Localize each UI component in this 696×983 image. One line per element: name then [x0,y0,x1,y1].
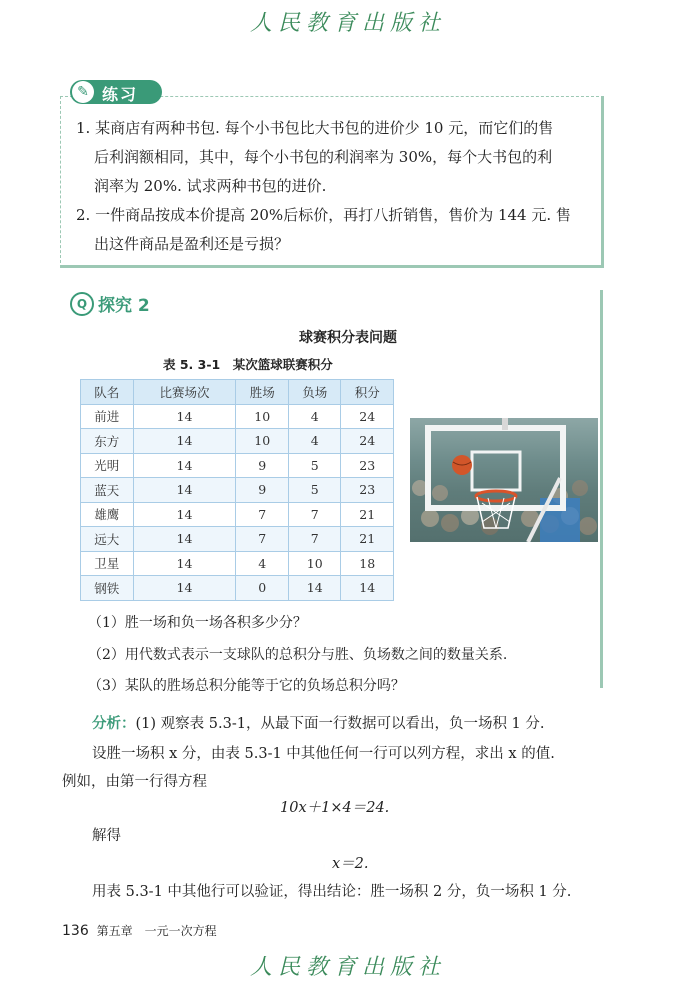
question-1: （1）胜一场和负一场各积多少分？ [88,615,307,631]
table-header: 比赛场次 [133,380,236,405]
basketball-photo [410,418,598,542]
table-cell: 蓝天 [81,478,134,503]
table-cell: 10 [288,551,341,576]
analysis-line-4: 用表 5.3-1 中其他行可以验证，得出结论：胜一场积 2 分，负一场积 1 分. [92,884,572,900]
table-cell: 钢铁 [81,576,134,601]
table-cell: 21 [341,502,394,527]
table-header: 负场 [288,380,341,405]
table-cell: 0 [236,576,289,601]
table-cell: 7 [288,527,341,552]
table-caption: 表 5. 3-1 某次篮球联赛积分 [163,357,333,372]
page-footer [62,922,217,939]
analysis-label: 分析： [92,716,136,732]
table-cell: 雄鹰 [81,502,134,527]
table-cell: 14 [133,502,236,527]
table-cell: 14 [133,453,236,478]
table-cell: 4 [288,429,341,454]
table-cell: 5 [288,478,341,503]
table-row [81,576,394,601]
basketball-hoop-illustration [410,418,598,542]
magnifier-icon: Q [70,292,94,316]
analysis-line-1 [92,712,545,733]
publisher-logo-top: 人民教育出版社 [249,11,446,36]
analysis-line-3: 例如，由第一行得方程 [62,774,207,790]
table-cell: 14 [133,551,236,576]
explore-side-bar [600,290,603,688]
table-cell: 4 [236,551,289,576]
table-row [81,478,394,503]
section-subtitle: 球赛积分表问题 [299,330,397,346]
equation-1: 10x＋1×4＝24. [280,800,390,816]
analysis-line-2: 设胜一场积 x 分，由表 5.3-1 中其他任何一行可以列方程，求出 x 的值. [92,746,555,762]
table-cell: 东方 [81,429,134,454]
exercise-item-2 [76,201,596,259]
table-cell: 14 [133,527,236,552]
table-row [81,502,394,527]
exercise-tag [70,80,162,104]
solve-label: 解得 [92,828,121,844]
table-cell: 10 [236,429,289,454]
table-cell: 7 [236,527,289,552]
table-row [81,404,394,429]
table-cell: 23 [341,453,394,478]
exercise-line: 润率为 20%. 试求两种书包的进价. [94,177,327,195]
table-cell: 14 [133,404,236,429]
table-cell: 9 [236,453,289,478]
chapter-title: 第五章 一元一次方程 [96,924,217,938]
table-header: 胜场 [236,380,289,405]
table-cell: 10 [236,404,289,429]
pencil-icon: ✎ [72,81,94,103]
table-row [81,453,394,478]
analysis-text: (1) 观察表 5.3-1，从最下面一行数据可以看出，负一场积 1 分. [135,716,545,732]
table-cell: 24 [341,404,394,429]
table-cell: 23 [341,478,394,503]
table-cell: 4 [288,404,341,429]
exercise-line: 1. 某商店有两种书包. 每个小书包比大书包的进价少 10 元，而它们的售 [76,119,554,137]
table-cell: 7 [288,502,341,527]
table-cell: 14 [133,478,236,503]
table-cell: 24 [341,429,394,454]
table-header: 积分 [341,380,394,405]
question-2: （2）用代数式表示一支球队的总积分与胜、负场数之间的数量关系. [88,647,508,663]
score-table [80,379,394,601]
table-cell: 7 [236,502,289,527]
explore-title: 探究 2 [98,296,150,316]
question-3: （3）某队的胜场总积分能等于它的负场总积分吗？ [88,678,405,694]
table-cell: 9 [236,478,289,503]
exercise-line: 后利润额相同，其中，每个小书包的利润率为 30%，每个大书包的利 [94,148,553,166]
table-row [81,551,394,576]
table-cell: 光明 [81,453,134,478]
table-cell: 卫星 [81,551,134,576]
equation-2: x＝2. [332,856,369,872]
table-cell: 14 [341,576,394,601]
table-cell: 前进 [81,404,134,429]
table-row [81,527,394,552]
exercise-line: 出这件商品是盈利还是亏损？ [94,235,290,253]
exercise-line: 2. 一件商品按成本价提高 20%后标价，再打八折销售，售价为 144 元. 售 [76,206,571,224]
page-number: 136 [62,923,89,939]
table-cell: 18 [341,551,394,576]
table-header: 队名 [81,380,134,405]
table-cell: 14 [288,576,341,601]
table-cell: 21 [341,527,394,552]
table-cell: 14 [133,429,236,454]
table-row [81,429,394,454]
exercise-tag-label: 练习 [102,85,139,104]
publisher-logo-bottom: 人民教育出版社 [249,955,446,980]
table-cell: 5 [288,453,341,478]
explore-heading [70,290,170,316]
exercise-item-1 [76,114,596,201]
table-cell: 14 [133,576,236,601]
table-cell: 远大 [81,527,134,552]
